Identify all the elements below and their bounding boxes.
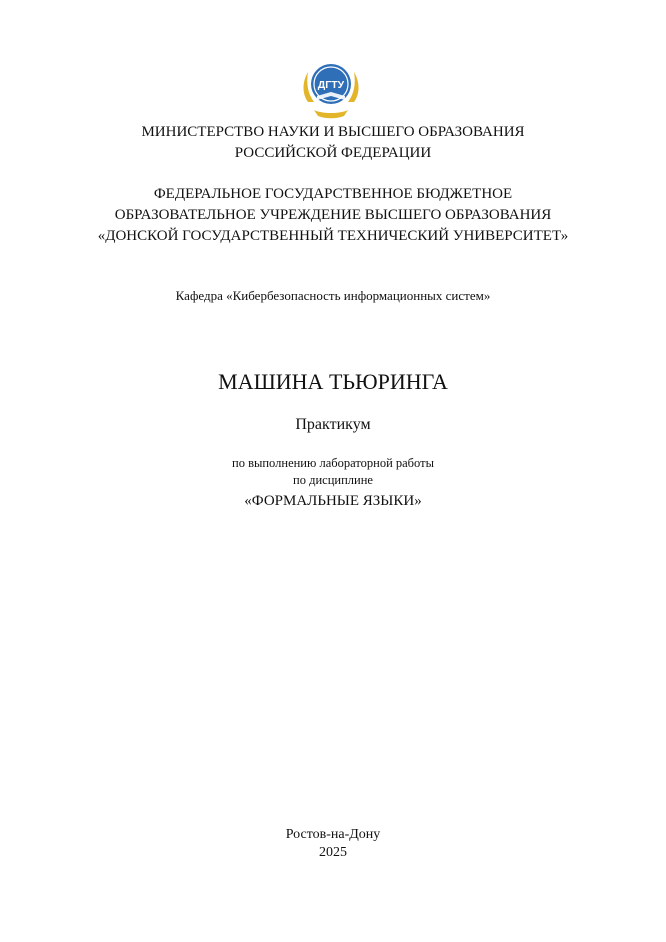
ministry-block (0, 122, 666, 164)
department-name: Кафедра «Кибербезопасность информационных систем» (175, 288, 491, 303)
ministry-line: РОССИЙСКОЙ ФЕДЕРАЦИИ (234, 145, 432, 161)
institution-block (0, 184, 666, 247)
year: 2025 (319, 845, 347, 860)
discipline-name: «ФОРМАЛЬНЫЕ ЯЗЫКИ» (244, 493, 422, 509)
document-description (0, 455, 666, 489)
ministry-line: МИНИСТЕРСТВО НАУКИ И ВЫСШЕГО ОБРАЗОВАНИЯ (141, 124, 525, 140)
document-subtitle: Практикум (295, 416, 371, 433)
description-line: по выполнению лабораторной работы (232, 456, 434, 470)
university-emblem-icon (300, 56, 362, 122)
city-name: Ростов-на-Дону (285, 827, 381, 842)
institution-line: ФЕДЕРАЛЬНОЕ ГОСУДАРСТВЕННОЕ БЮДЖЕТНОЕ (153, 186, 513, 202)
institution-line: ОБРАЗОВАТЕЛЬНОЕ УЧРЕЖДЕНИЕ ВЫСШЕГО ОБРАЗОВАНИЯ (114, 207, 552, 223)
document-title: МАШИНА ТЬЮРИНГА (218, 369, 448, 394)
institution-line: «ДОНСКОЙ ГОСУДАРСТВЕННЫЙ ТЕХНИЧЕСКИЙ УНИВЕРСИТЕТ» (97, 228, 569, 244)
svg-text:ДГТУ: ДГТУ (317, 79, 345, 91)
footer-block (0, 826, 666, 862)
description-line: по дисциплине (293, 473, 373, 487)
